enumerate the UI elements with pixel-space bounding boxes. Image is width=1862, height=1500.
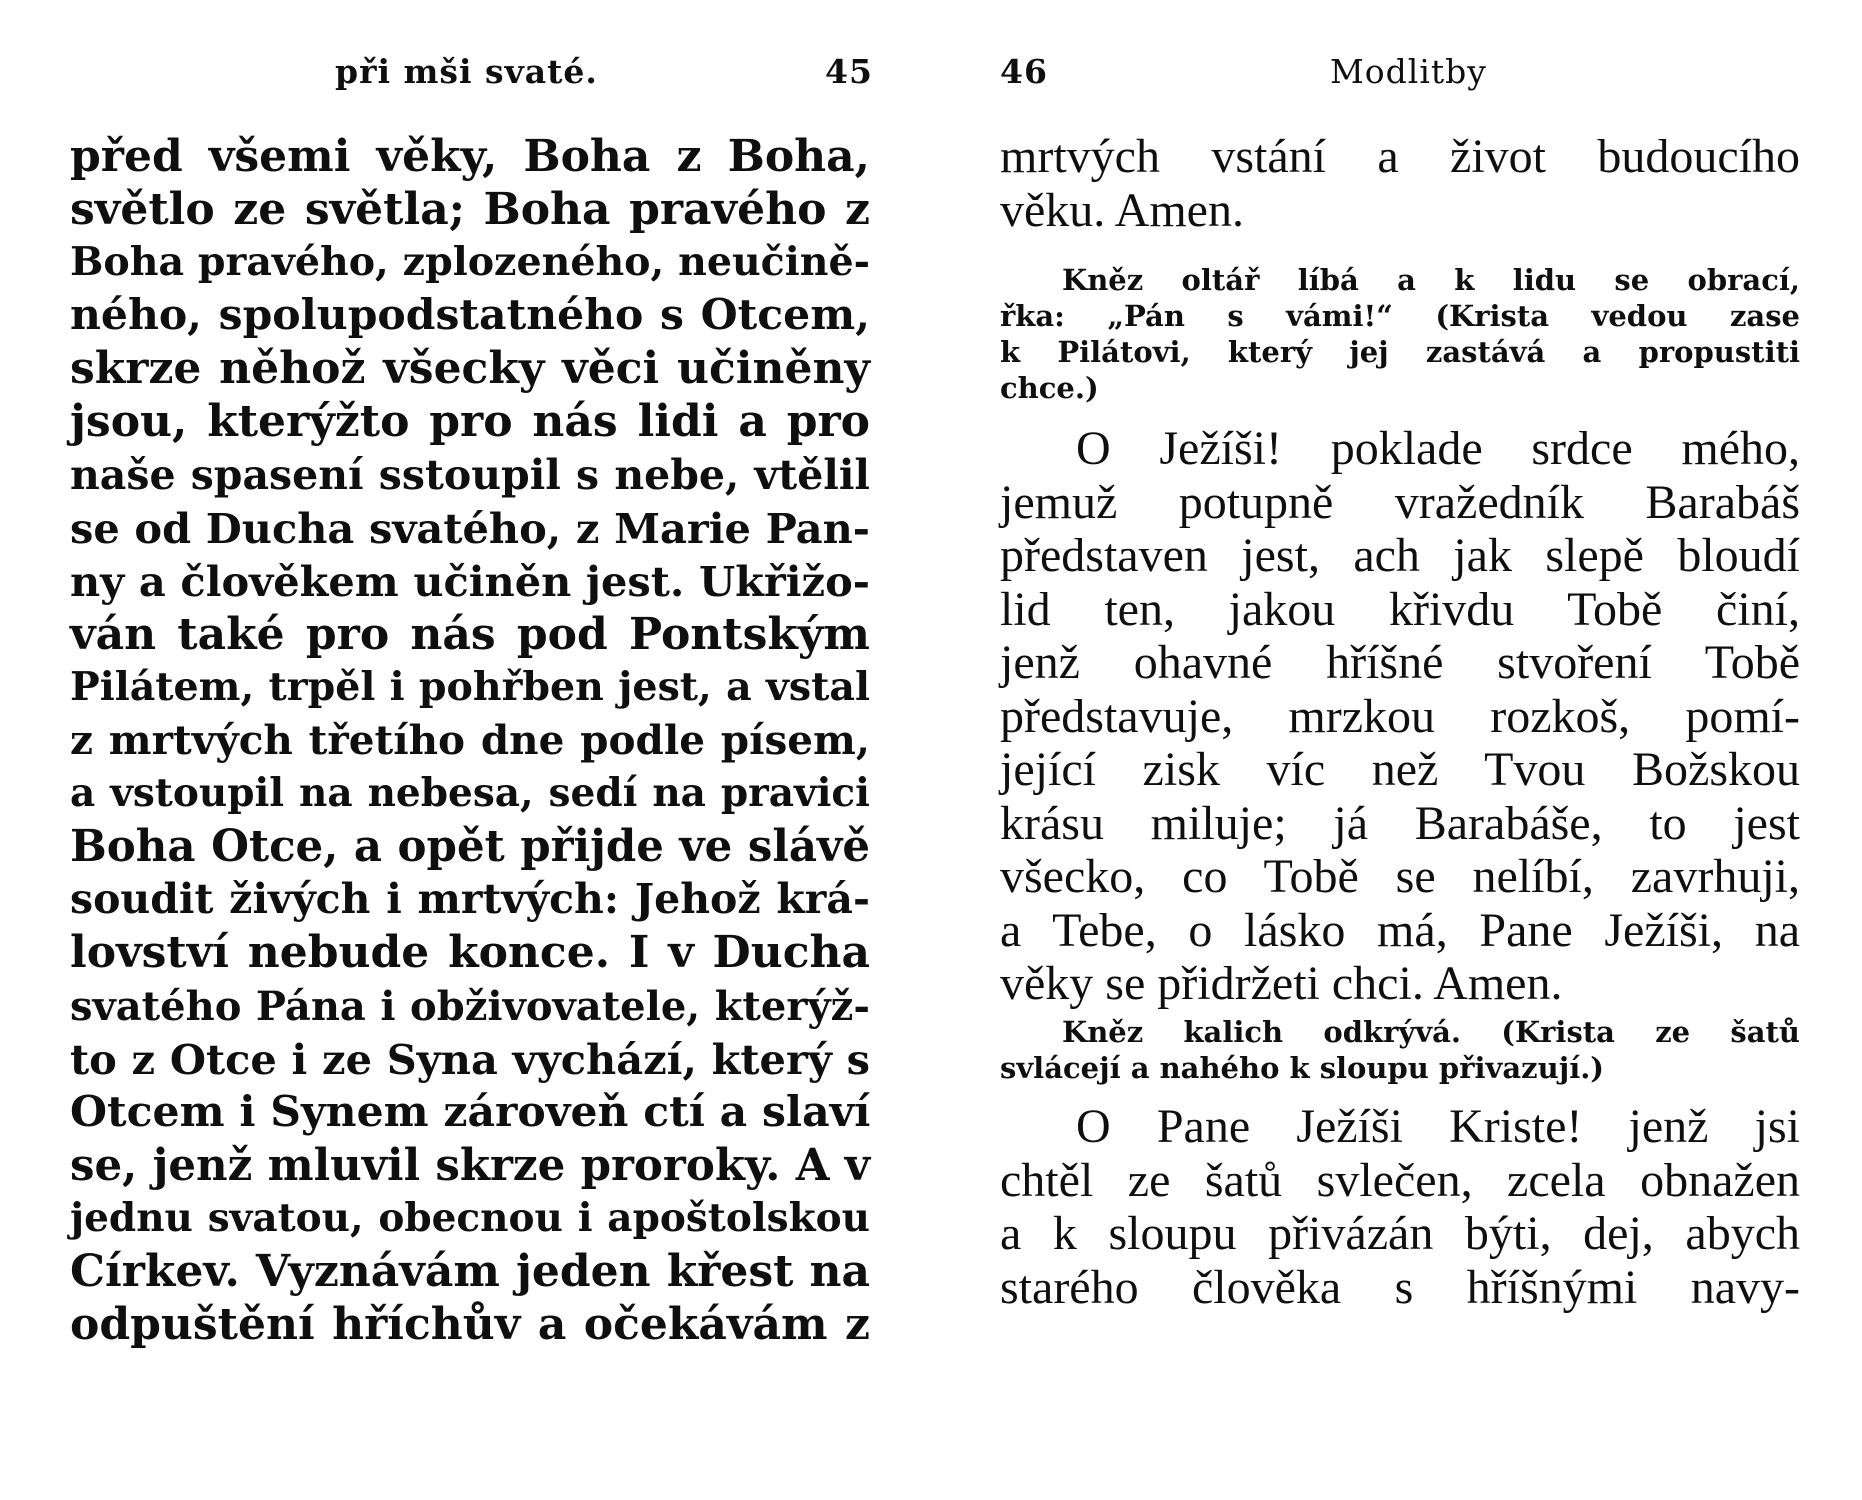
text-line: krásu miluje; já Barabáše, to jest <box>1000 796 1800 850</box>
left-page <box>70 0 873 1500</box>
text-line: ny a člověkem učiněn jest. Ukřižo- <box>70 556 870 606</box>
text-line: mrtvých vstání a život budoucího <box>1000 130 1800 183</box>
text-line: Církev. Vyznávám jeden křest na <box>70 1245 870 1297</box>
text-line: představuje, mrzkou rozkoš, pomí- <box>1000 689 1800 743</box>
text-line: O Ježíši! poklade srdce mého, <box>1076 422 1800 475</box>
right-page <box>1000 0 1800 1500</box>
rubric-line: řka: „Pán s vámi!“ (Krista vedou zase <box>1000 299 1800 333</box>
left-page-number: 45 <box>825 52 873 91</box>
text-line: světlo ze světla; Boha pravého z <box>70 184 870 236</box>
text-line: ného, spolupodstatného s Otcem, <box>70 290 870 341</box>
text-line: to z Otce i ze Syna vychází, který s <box>70 1034 870 1084</box>
rubric-2 <box>1000 1014 1800 1086</box>
right-page-number: 46 <box>1000 52 1048 91</box>
text-line: chtěl ze šatů svlečen, zcela obnažen <box>1000 1153 1800 1207</box>
text-line: jsou, kterýžto pro nás lidi a pro <box>70 396 870 448</box>
paragraph-2 <box>1000 422 1800 1011</box>
paragraph-3 <box>1000 1100 1800 1314</box>
text-line: Pilátem, trpěl i pohřben jest, a vstal <box>70 663 870 710</box>
text-line: starého člověka s hříšnými navy- <box>1000 1260 1800 1314</box>
text-line: a Tebe, o lásko má, Pane Ježíši, na <box>1000 903 1800 957</box>
text-line: Otcem i Synem zároveň ctí a slaví <box>70 1086 871 1137</box>
rubric-line: chce.) <box>1000 371 1099 405</box>
text-line: soudit živých i mrtvých: Jehož krá- <box>70 875 870 924</box>
text-line: všecko, co Tobě se nelíbí, zavrhuji, <box>1000 850 1800 903</box>
text-line: svatého Pána i obživovatele, kterýž- <box>70 982 870 1030</box>
paragraph-1 <box>1000 130 1800 237</box>
text-line: před všemi věky, Boha z Boha, <box>70 131 870 182</box>
rubric-line: Kněz oltář líbá a k lidu se obrací, <box>1062 263 1800 297</box>
rubric-1 <box>1000 262 1800 406</box>
text-line: Boha Otce, a opět přijde ve slávě <box>70 821 870 873</box>
text-line: věku. Amen. <box>1000 183 1244 237</box>
text-line: lid ten, jakou křivdu Tobě činí, <box>1000 582 1800 636</box>
text-line: se, jenž mluvil skrze proroky. A v <box>70 1139 870 1191</box>
text-line: skrze něhož všecky věci učiněny <box>70 343 870 395</box>
left-running-title: při mši svaté. <box>335 52 598 91</box>
text-line: z mrtvých třetího dne podle písem, <box>70 716 870 765</box>
text-line: věky se přidržeti chci. Amen. <box>1000 957 1563 1010</box>
text-line: jemuž potupně vražedník Barabáš <box>1000 475 1800 529</box>
text-line: a k sloupu přivázán býti, dej, abych <box>1000 1207 1800 1260</box>
text-line: lovství nebude konce. I v Ducha <box>70 927 870 979</box>
text-line: ván také pro nás pod Pontským <box>70 608 870 660</box>
text-line: představen jest, ach jak slepě bloudí <box>1000 529 1800 582</box>
text-line: O Pane Ježíši Kriste! jenž jsi <box>1076 1100 1800 1153</box>
text-line: jenž ohavné hříšné stvoření Tobě <box>1000 636 1800 689</box>
rubric-line: k Pilátovi, který jej zastává a propustiti <box>1000 335 1800 369</box>
text-line: odpuštění hříchův a očekávám z <box>70 1299 870 1351</box>
text-line: Boha pravého, zplozeného, neučině- <box>70 239 870 286</box>
text-line: a vstoupil na nebesa, sedí na pravici <box>70 770 870 817</box>
rubric-line: Kněz kalich odkrývá. (Krista ze šatů <box>1062 1015 1800 1049</box>
right-running-head <box>1000 52 1800 102</box>
left-body-text <box>70 130 870 1351</box>
right-running-title: Modlitby <box>1330 52 1487 91</box>
left-running-head <box>70 52 873 102</box>
text-line: naše spasení sstoupil s nebe, vtělil <box>70 450 870 499</box>
text-line: jednu svatou, obecnou i apoštolskou <box>70 1194 870 1241</box>
rubric-line: svlácejí a nahého k sloupu přivazují.) <box>1000 1051 1605 1085</box>
text-line: jející zisk víc než Tvou Božskou <box>1000 743 1800 796</box>
text-line: se od Ducha svatého, z Marie Pan- <box>70 503 870 553</box>
